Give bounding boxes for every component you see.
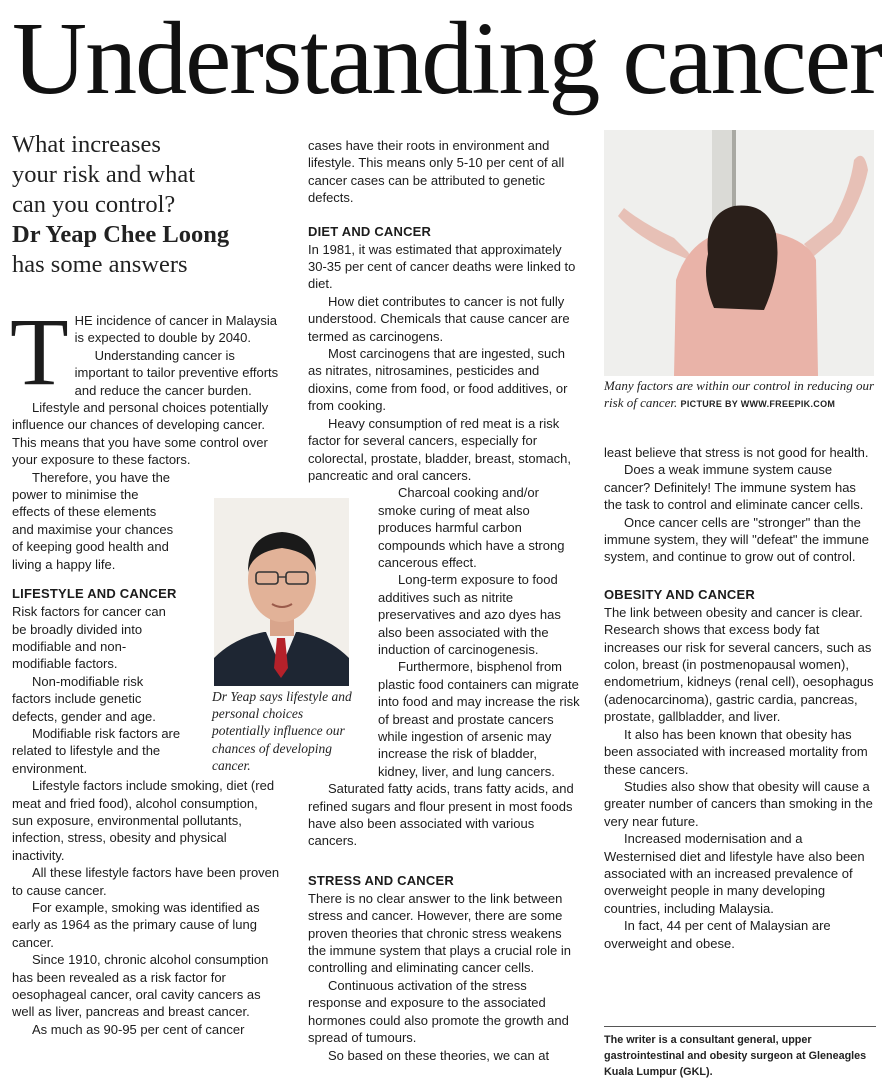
body-paragraph: Heavy consumption of red meat is a risk factor for several cancers, especially for colorectal, prostate, bladder, breast, stomach, pancreatic and oral cancers.: [308, 415, 572, 483]
photo-caption-text: Many factors are within our control in reducing our risk of cancer.: [604, 378, 875, 410]
feature-photo: [604, 130, 874, 376]
section-heading-obesity: OBESITY AND CANCER: [604, 586, 755, 602]
body-paragraph: In fact, 44 per cent of Malaysian are overweight and obese.: [604, 918, 831, 951]
body-paragraph: Charcoal cooking and/or smoke curing of meat also produces harmful carbon compounds which have a strong cancerous effect.: [378, 485, 565, 570]
section-heading-lifestyle: LIFESTYLE AND CANCER: [12, 586, 177, 602]
body-paragraph: How diet contributes to cancer is not fully understood. Chemicals that cause cancer are termed as carcinogens.: [308, 293, 570, 344]
raised-arms-photo: [604, 130, 874, 376]
body-paragraph: Lifestyle factors include smoking, diet (red meat and fried food), alcohol consumption, sun exposure, environmental pollutants, infection, stress, obesity and physical inactivity.: [12, 778, 275, 863]
deck: [12, 130, 297, 280]
body-paragraph: There is no clear answer to the link between stress and cancer. However, there are some proven theories that chronic stress weakens the immune system that plays a crucial role in controlling and eliminating cancer cells.: [308, 890, 571, 976]
deck-line: What increases: [12, 131, 161, 158]
footer-divider: [604, 1026, 876, 1027]
body-paragraph: Modifiable risk factors are related to lifestyle and the environment.: [12, 725, 181, 776]
body-paragraph: In 1981, it was estimated that approximately 30-35 per cent of cancer deaths were linked to diet.: [308, 241, 576, 292]
headline: Understanding cancer: [12, 1, 882, 116]
deck-line: has some answers: [12, 251, 188, 278]
body-paragraph: Risk factors for cancer can be broadly divided into modifiable and non-modifiable factors.: [12, 604, 166, 672]
intro-text: HE incidence of cancer in Malaysia is expected to double by 2040.: [74, 313, 277, 346]
body-paragraph: Saturated fatty acids, trans fatty acids, and refined sugars and flour present in most foods have also been associated with various cancers.: [308, 781, 574, 849]
intro-paragraph: Lifestyle and personal choices potentially influence our chances of developing cancer. This means that you have some control over your exposure to these factors.: [12, 400, 269, 468]
body-paragraph: All these lifestyle factors have been proven to cause cancer.: [12, 865, 280, 898]
photo-caption: [604, 378, 876, 412]
deck-line: can you control?: [12, 191, 176, 218]
body-paragraph: Long-term exposure to food additives such as nitrite preservatives and azo dyes has also been associated with the induction of carcinogenesis.: [378, 572, 561, 657]
body-paragraph: Since 1910, chronic alcohol consumption has been revealed as a risk factor for oesophageal cancer, oral cavity cancers as well as liver, pancreas and breast cancer.: [12, 952, 269, 1020]
body-paragraph: Studies also show that obesity will cause a greater number of cancers than smoking in the very near future.: [604, 778, 873, 829]
body-paragraph: Increased modernisation and a Westernised diet and lifestyle have also been associated with an increased prevalence of overweight people in many developing countries, including Malaysia.: [604, 831, 865, 916]
body-paragraph: least believe that stress is not good for health.: [604, 445, 869, 460]
author-bio: The writer is a consultant general, upper gastrointestinal and obesity surgeon at Gleneagles Kuala Lumpur (GKL).: [604, 1034, 867, 1078]
column-3: [604, 444, 876, 952]
body-paragraph: Furthermore, bisphenol from plastic food containers can migrate into food and may increase the risk of breast and prostate cancers while ingestion of arsenic may increase the risk of bladder, kidney, liver, and lung cancers.: [378, 659, 580, 779]
intro-paragraph: Therefore, you have the power to minimise the effects of these elements and maximise your chances of keeping good health and living a happy life.: [12, 469, 174, 572]
body-paragraph: The link between obesity and cancer is clear. Research shows that excess body fat increases our risk for several cancers, such as colon, breast (in postmenopausal women), endometrium, kidneys (renal cell), oesophagus (adenocarcinoma), gastric cardia, pancreas, prostate, gallbladder, and liver.: [604, 604, 874, 725]
body-paragraph: cases have their roots in environment and lifestyle. This means only 5-10 per cent of all cancer cases can be attributed to genetic defects.: [308, 138, 565, 206]
photo-credit: PICTURE BY WWW.FREEPIK.COM: [680, 398, 836, 409]
deck-author: Dr Yeap Chee Loong: [12, 221, 230, 248]
body-paragraph: For example, smoking was identified as early as 1964 as the primary cause of lung cancer.: [12, 900, 260, 950]
body-paragraph: So based on these theories, we can at: [328, 1047, 550, 1063]
body-paragraph: It also has been known that obesity has been associated with increased mortality from these cancers.: [604, 726, 868, 777]
section-heading-stress: STRESS AND CANCER: [308, 872, 454, 888]
inset-caption: Dr Yeap says lifestyle and personal choices potentially influence our chances of developing cancer.: [212, 689, 352, 773]
dropcap: T: [10, 298, 69, 405]
section-heading-diet: DIET AND CANCER: [308, 223, 432, 239]
deck-line: your risk and what: [12, 161, 196, 188]
body-paragraph: As much as 90-95 per cent of cancer: [32, 1021, 245, 1037]
body-paragraph: Does a weak immune system cause cancer? Definitely! The immune system has the task to control and eliminate cancer cells.: [604, 462, 864, 513]
intro-paragraph: Understanding cancer is important to tailor preventive efforts and reduce the cancer burden.: [74, 347, 279, 398]
body-paragraph: Non-modifiable risk factors include genetic defects, gender and age.: [12, 673, 156, 724]
body-paragraph: Once cancer cells are "stronger" than the immune system, they will "defeat" the immune system, and continue to grow out of control.: [604, 514, 869, 565]
column-2: [308, 137, 580, 1064]
body-paragraph: Continuous activation of the stress response and exposure to the associated hormones could also promote the growth and spread of tumours.: [308, 977, 569, 1046]
body-paragraph: Most carcinogens that are ingested, such as nitrates, nitrosamines, pesticides and dioxins, come from food, or food additives, or from cooking.: [308, 346, 568, 414]
